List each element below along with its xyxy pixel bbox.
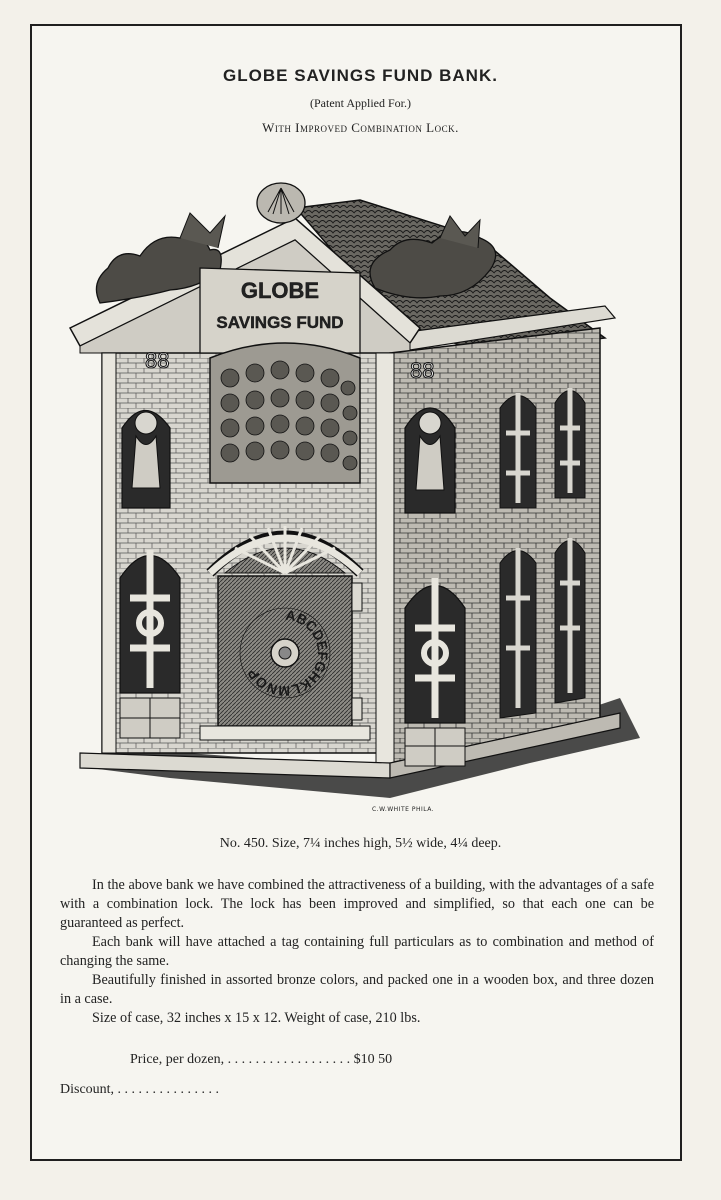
discount-label: Discount, . . . . . . . . . . . . . . . [60,1082,220,1097]
page-subtitle: With Improved Combination Lock. [262,120,459,135]
paragraph-2: Each bank will have attached a tag containing full particulars as to combination and method of changing the same. [60,934,654,969]
price-value: $10 50 [353,1052,393,1067]
number-left: 88 [145,348,170,373]
engraver-signature: C.W.WHITE PHILA. [372,806,435,813]
product-caption: No. 450. Size, 7¼ inches high, 5½ wide, 4¼ deep. [219,836,502,851]
page-title: GLOBE SAVINGS FUND BANK. [223,66,498,85]
bank-illustration [60,178,660,818]
discount-line [60,1082,480,1098]
paragraph-4: Size of case, 32 inches x 15 x 12. Weight of case, 210 lbs. [92,1010,421,1026]
number-right: 88 [410,358,435,383]
description [60,876,654,1028]
paragraph-3: Beautifully finished in assorted bronze colors, and packed one in a wooden box, and three dozen in a case. [60,972,654,1007]
price-line [130,1052,600,1068]
sign-line1: GLOBE [240,278,320,303]
paragraph-1: In the above bank we have combined the attractiveness of a building, with the advantages of a safe with a combination lock. The lock has been improved and simplified, so that each one can be guaranteed as perfect. [60,877,654,931]
price-label: Price, per dozen, . . . . . . . . . . . . . . . . . . [130,1052,351,1067]
sign-line2: SAVINGS FUND [216,313,344,332]
patent-note: (Patent Applied For.) [310,96,411,110]
dial-letters: ABCDEFGHKLMNOP [244,606,332,700]
